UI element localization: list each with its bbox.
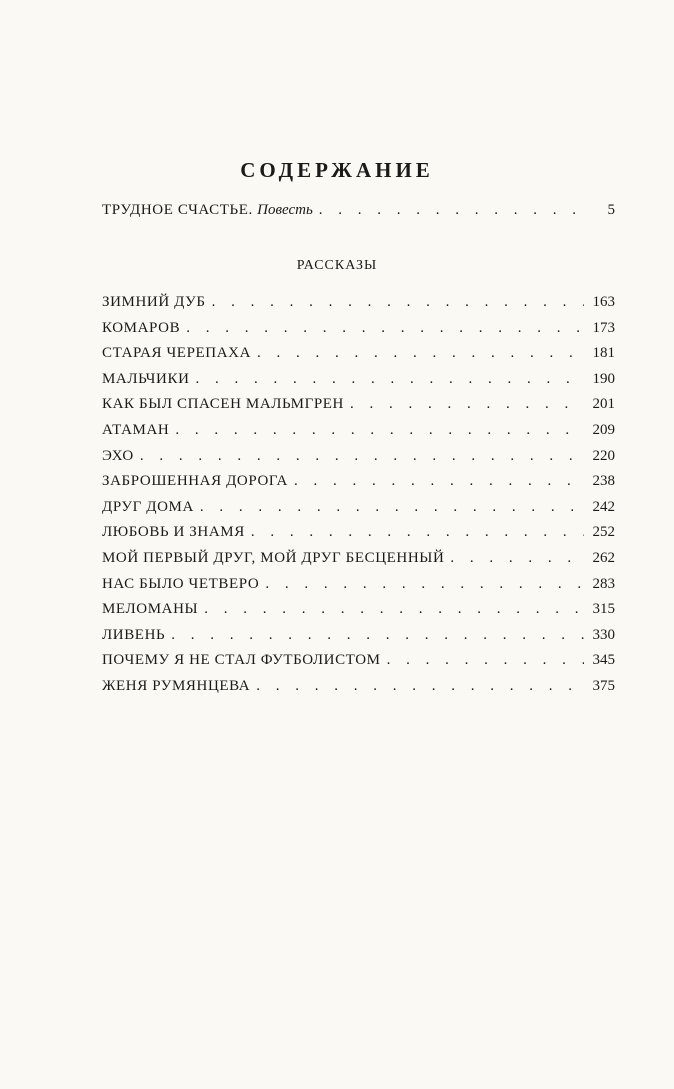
toc-story-title: НАС БЫЛО ЧЕТВЕРО (102, 576, 260, 592)
toc-story-row (102, 524, 615, 546)
toc-leader-dots (186, 320, 584, 337)
toc-page-number: 330 (592, 627, 615, 643)
toc-page-number: 345 (592, 652, 615, 668)
toc-page-number: 181 (592, 345, 615, 361)
toc-story-title: АТАМАН (102, 422, 170, 438)
toc-leader-dots (450, 550, 584, 567)
toc-page-number: 262 (592, 550, 615, 566)
toc-story-title: ЗАБРОШЕННАЯ ДОРОГА (102, 473, 288, 489)
toc-story-title: ЛЮБОВЬ И ЗНАМЯ (102, 524, 245, 540)
toc-page-number: 209 (592, 422, 615, 438)
toc-story-title: МАЛЬЧИКИ (102, 371, 190, 387)
toc-story-title: ДРУГ ДОМА (102, 499, 194, 515)
toc-main-entry (102, 202, 615, 224)
toc-story-row (102, 320, 615, 342)
toc-story-title: ЭХО (102, 448, 134, 464)
toc-page-number: 242 (592, 499, 615, 515)
toc-leader-dots (257, 345, 584, 362)
toc-story-row (102, 627, 615, 649)
toc-leader-dots (387, 652, 584, 669)
toc-story-title: ПОЧЕМУ Я НЕ СТАЛ ФУТБОЛИСТОМ (102, 652, 381, 668)
toc-story-title: ЛИВЕНЬ (102, 627, 166, 643)
toc-story-title: КАК БЫЛ СПАСЕН МАЛЬМГРЕН (102, 396, 344, 412)
toc-page-number: 238 (592, 473, 615, 489)
toc-entry-title: ТРУДНОЕ СЧАСТЬЕ. (102, 202, 253, 218)
toc-story-row (102, 678, 615, 700)
toc-story-row (102, 473, 615, 495)
toc-leader-dots (350, 396, 584, 413)
toc-leader-dots (319, 202, 584, 219)
toc-page-number: 252 (592, 524, 615, 540)
toc-leader-dots (256, 678, 584, 695)
toc-leader-dots (175, 422, 584, 439)
toc-leader-dots (171, 627, 584, 644)
toc-page-number: 315 (592, 601, 615, 617)
toc-story-row (102, 576, 615, 598)
toc-story-row (102, 294, 615, 316)
toc-leader-dots (140, 448, 584, 465)
toc-entry-genre: Повесть (257, 202, 313, 218)
toc-page-number: 5 (607, 202, 615, 218)
toc-story-title: КОМАРОВ (102, 320, 181, 336)
toc-leader-dots (265, 576, 584, 593)
toc-story-title: МОЙ ПЕРВЫЙ ДРУГ, МОЙ ДРУГ БЕСЦЕННЫЙ (102, 550, 445, 566)
toc-page-number: 201 (592, 396, 615, 412)
toc-story-row (102, 345, 615, 367)
toc-page-number: 163 (592, 294, 615, 310)
toc-leader-dots (251, 524, 584, 541)
toc-leader-dots (204, 601, 584, 618)
toc-story-row (102, 448, 615, 470)
toc-story-title: СТАРАЯ ЧЕРЕПАХА (102, 345, 252, 361)
toc-story-row (102, 499, 615, 521)
toc-page-number: 375 (592, 678, 615, 694)
toc-story-row (102, 371, 615, 393)
toc-story-title: ЗИМНИЙ ДУБ (102, 294, 206, 310)
contents-heading: СОДЕРЖАНИЕ (240, 158, 434, 182)
section-heading: РАССКАЗЫ (296, 258, 378, 273)
toc-leader-dots (200, 499, 584, 516)
toc-story-title: МЕЛОМАНЫ (102, 601, 199, 617)
toc-story-row (102, 422, 615, 444)
toc-story-row (102, 652, 615, 674)
toc-leader-dots (212, 294, 584, 311)
toc-story-row (102, 396, 615, 418)
toc-leader-dots (196, 371, 585, 388)
toc-leader-dots (294, 473, 584, 490)
toc-page-number: 220 (592, 448, 615, 464)
toc-entry-text (102, 202, 313, 219)
toc-story-title: ЖЕНЯ РУМЯНЦЕВА (102, 678, 251, 694)
toc-story-row (102, 550, 615, 572)
toc-story-row (102, 601, 615, 623)
toc-page-number: 173 (592, 320, 615, 336)
toc-page-number: 283 (592, 576, 615, 592)
toc-page-number: 190 (592, 371, 615, 387)
